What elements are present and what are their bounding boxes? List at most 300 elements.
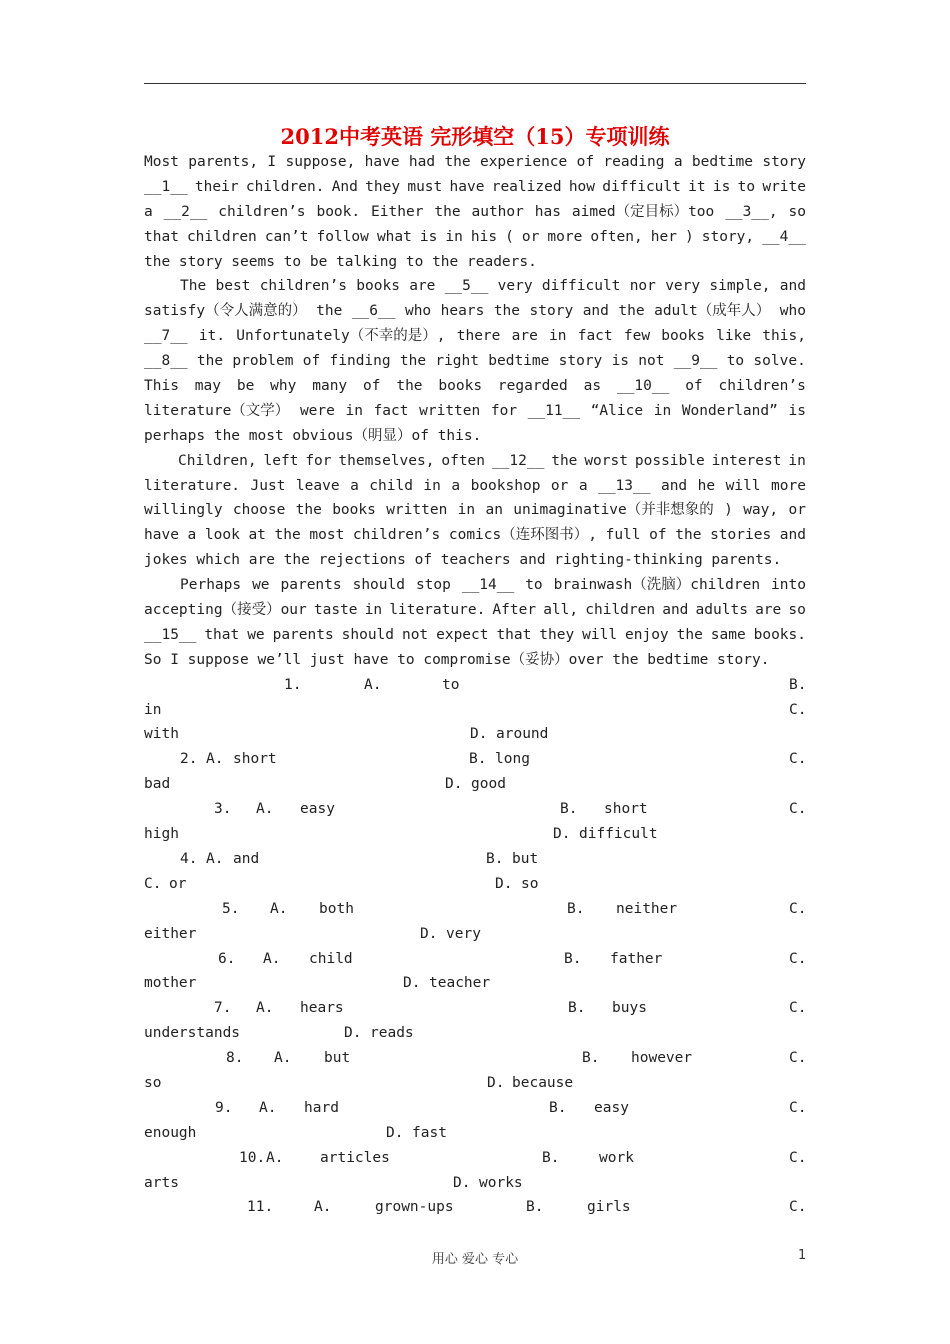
word: the	[493, 303, 521, 320]
word: and	[662, 602, 689, 619]
word: __2__	[163, 203, 208, 220]
word: who	[779, 303, 806, 320]
option-text: understands	[144, 1025, 241, 1042]
word: her	[650, 228, 677, 245]
word: comics（连环图书）,	[448, 527, 597, 544]
option-text: 3.	[214, 801, 232, 818]
word: in	[445, 228, 463, 245]
option-text: B.	[560, 801, 578, 818]
word: his	[470, 228, 498, 245]
word: experience	[479, 154, 568, 170]
word: are	[511, 328, 538, 345]
word: (	[505, 228, 514, 245]
option-text: grown-ups	[375, 1199, 454, 1216]
word: child	[369, 477, 413, 494]
word: brainwash（洗脑）children	[553, 577, 761, 594]
word: can’t	[264, 228, 309, 245]
option-text: C.	[144, 875, 162, 892]
option-text: 6.	[218, 950, 236, 967]
question-7-cont	[144, 1021, 806, 1046]
word: have	[449, 178, 485, 195]
passage-line	[144, 374, 806, 399]
word: And	[331, 178, 358, 195]
word: the	[675, 527, 702, 544]
word: themselves,	[338, 452, 435, 469]
word: )	[724, 502, 733, 519]
word: story	[762, 154, 806, 170]
word: we	[252, 577, 270, 594]
page-footer: 用心 爱心 专心	[431, 1252, 519, 1267]
word: __8__	[144, 353, 188, 370]
word: possible	[634, 452, 705, 469]
word: have	[144, 527, 179, 544]
word: story	[558, 353, 603, 370]
passage-line	[144, 623, 806, 648]
word: the	[399, 353, 427, 370]
word: choose	[232, 502, 286, 519]
option-text: A.	[364, 676, 382, 693]
word: will	[582, 626, 618, 643]
word: all,	[543, 602, 579, 619]
word: bedtime	[488, 353, 550, 370]
word: This	[144, 378, 179, 395]
word: suppose,	[285, 154, 356, 170]
word: a	[578, 477, 588, 494]
question-5	[144, 897, 806, 922]
page-number: 1	[798, 1248, 807, 1263]
word: Most	[144, 154, 179, 170]
option-text: B.	[789, 676, 807, 693]
word: taste	[313, 602, 358, 619]
word: their	[194, 178, 239, 195]
word: the	[676, 626, 703, 643]
option-text: arts	[144, 1174, 179, 1191]
option-text: in	[144, 701, 162, 718]
option-text: mother	[144, 975, 197, 992]
word: to	[525, 577, 543, 594]
word: not	[401, 626, 429, 643]
word: not	[638, 353, 665, 370]
word: write	[762, 178, 806, 195]
word: most	[309, 527, 345, 544]
word: finding	[329, 353, 391, 370]
word: often	[441, 452, 486, 469]
option-text: high	[144, 826, 179, 843]
word: __15__	[144, 626, 197, 643]
option-text: 8.	[226, 1050, 244, 1067]
passage-line	[144, 498, 806, 523]
option-text: so	[144, 1074, 162, 1091]
option-text: reads	[370, 1025, 414, 1042]
option-text: 1.	[284, 676, 302, 693]
word: expect	[436, 626, 489, 643]
word: children	[186, 228, 257, 245]
word: Wonderland”	[681, 402, 778, 419]
word: who	[404, 303, 432, 320]
word: nor	[629, 278, 656, 295]
option-text: work	[599, 1149, 634, 1166]
word: full	[605, 527, 641, 544]
option-text: B.	[542, 1149, 560, 1166]
word: solve.	[753, 353, 806, 370]
word: be	[236, 378, 255, 395]
option-text: C.	[789, 701, 807, 718]
word: the	[618, 303, 645, 320]
word: right	[435, 353, 479, 370]
option-text: B.	[549, 1099, 567, 1116]
word: a	[144, 203, 153, 220]
word: aimed（定目标）too	[571, 203, 715, 220]
option-text: D.	[403, 975, 421, 992]
word: fact	[577, 328, 613, 345]
passage-line	[144, 150, 806, 175]
word: enjoy	[625, 626, 669, 643]
word: so	[788, 602, 806, 619]
question-10	[144, 1146, 806, 1171]
word: in	[423, 477, 441, 494]
word: at	[248, 527, 266, 544]
option-text: D.	[495, 875, 513, 892]
option-text: or	[169, 875, 187, 892]
word: __14__	[461, 577, 515, 594]
word: the	[434, 203, 461, 220]
word: children’s	[259, 278, 347, 295]
word: a	[673, 154, 683, 170]
option-text: C.	[789, 1099, 807, 1116]
question-2-cont	[144, 772, 806, 797]
word: written	[419, 402, 481, 419]
word: a	[187, 527, 197, 544]
word: worst	[584, 452, 628, 469]
option-text: but	[324, 1050, 351, 1067]
word: to	[737, 178, 756, 195]
word: children’s	[352, 527, 441, 544]
word: accepting（接受）our	[144, 602, 307, 619]
word: parents,	[188, 154, 259, 170]
passage-line	[144, 225, 806, 250]
option-text: C.	[789, 1199, 807, 1216]
question-7	[144, 996, 806, 1021]
passage-line	[144, 598, 806, 623]
word: a	[350, 477, 359, 494]
word: books	[661, 328, 705, 345]
word: a	[451, 477, 461, 494]
word: same	[710, 626, 746, 643]
option-text: D.	[445, 776, 463, 793]
word: the	[444, 154, 471, 170]
word: and	[660, 477, 688, 494]
word: is	[788, 402, 806, 419]
passage-line	[144, 349, 806, 374]
word: hears	[440, 303, 485, 320]
word: leave	[295, 477, 340, 494]
option-text: to	[442, 676, 460, 693]
word: books	[356, 278, 400, 295]
question-9	[144, 1096, 806, 1121]
word: often,	[590, 228, 643, 245]
word: regarded	[497, 378, 568, 395]
word: so	[788, 203, 806, 220]
word: that	[144, 228, 179, 245]
option-text: long	[495, 751, 530, 768]
option-text: works	[479, 1174, 523, 1191]
word: literature.	[389, 602, 486, 619]
word: of	[649, 527, 667, 544]
word: )	[685, 228, 694, 245]
word: have	[364, 154, 400, 170]
question-3-cont	[144, 822, 806, 847]
option-text: A.	[270, 900, 288, 917]
word: __10__	[616, 378, 670, 395]
question-5-cont	[144, 922, 806, 947]
word: for	[305, 452, 332, 469]
word: are	[409, 278, 436, 295]
option-text: 10.	[239, 1149, 266, 1166]
word: will	[725, 477, 761, 494]
passage-line	[144, 324, 806, 349]
option-text: C.	[789, 751, 807, 768]
word: the	[316, 303, 343, 320]
option-text: easy	[594, 1099, 629, 1116]
option-text: however	[631, 1050, 693, 1067]
question-1	[144, 673, 806, 698]
word: fact	[373, 402, 409, 419]
word: more	[547, 228, 583, 245]
option-text: C.	[789, 801, 807, 818]
word: the	[196, 353, 224, 370]
word: may	[194, 378, 221, 395]
option-text: C.	[789, 1050, 807, 1067]
word: The	[180, 278, 207, 295]
option-text: A.	[266, 1149, 284, 1166]
word: has	[534, 203, 561, 220]
word: of	[302, 353, 321, 370]
option-text: C.	[789, 1149, 807, 1166]
word: stop	[415, 577, 451, 594]
option-text: hard	[304, 1099, 339, 1116]
word: books.	[753, 626, 806, 643]
option-text: B.	[469, 751, 487, 768]
word: is	[712, 178, 731, 195]
question-10-cont	[144, 1171, 806, 1196]
document-body	[144, 150, 806, 1220]
word: to	[726, 353, 745, 370]
word: of	[685, 378, 703, 395]
word: problem	[232, 353, 294, 370]
word: bedtime	[691, 154, 754, 170]
option-text: 9.	[215, 1099, 233, 1116]
option-text: C.	[789, 950, 807, 967]
option-text: A.	[206, 751, 224, 768]
word: how	[568, 178, 596, 195]
word: that	[496, 626, 532, 643]
word: we	[247, 626, 265, 643]
word: they	[365, 178, 401, 195]
option-text: short	[604, 801, 648, 818]
word: __6__	[351, 303, 396, 320]
option-text: D.	[420, 925, 438, 942]
word: in	[457, 502, 476, 519]
word: story	[529, 303, 574, 320]
word: interest	[711, 452, 782, 469]
question-9-cont	[144, 1121, 806, 1146]
word: many	[312, 378, 348, 395]
option-text: A.	[263, 950, 281, 967]
option-text: D.	[553, 826, 571, 843]
word: book.	[316, 203, 361, 220]
word: __11__	[527, 402, 581, 419]
page-title: 2012中考英语 完形填空（15）专项训练	[280, 124, 670, 149]
option-text: B.	[568, 1000, 586, 1017]
option-text: articles	[320, 1149, 390, 1166]
word: should	[352, 577, 405, 594]
option-text: girls	[587, 1199, 631, 1216]
word: had	[408, 154, 436, 170]
passage-line: perhaps the most obvious（明显）of this.	[144, 427, 482, 444]
word: written	[386, 502, 448, 519]
word: in	[364, 602, 383, 619]
word: an	[485, 502, 503, 519]
word: unimaginative（并非想象的	[513, 502, 714, 519]
option-text: 4.	[180, 850, 198, 867]
word: that	[204, 626, 240, 643]
word: left	[263, 452, 299, 469]
word: reading	[603, 154, 665, 170]
question-1-cont	[144, 698, 806, 723]
option-text: 5.	[222, 900, 240, 917]
option-text: very	[446, 925, 481, 942]
word: is	[419, 228, 438, 245]
word: it.	[198, 328, 226, 345]
option-text: father	[610, 950, 663, 967]
word: is	[611, 353, 630, 370]
word: the	[274, 527, 301, 544]
option-text: bad	[144, 776, 171, 793]
question-2	[144, 747, 806, 772]
passage-line	[144, 573, 806, 598]
option-text: either	[144, 925, 197, 942]
option-text: and	[233, 850, 260, 867]
word: why	[270, 378, 297, 395]
question-4-cont	[144, 872, 806, 897]
word: __3__,	[725, 203, 778, 220]
word: into	[771, 577, 806, 594]
passage-line	[144, 523, 806, 548]
option-text: A.	[206, 850, 224, 867]
passage-line	[144, 274, 806, 299]
word: look	[204, 527, 240, 544]
word: books	[332, 502, 376, 519]
passage-line	[144, 399, 806, 424]
option-text: fast	[412, 1124, 447, 1141]
option-text: short	[233, 751, 277, 768]
word: the	[551, 452, 578, 469]
word: follow	[316, 228, 369, 245]
passage-line	[144, 200, 806, 225]
word: the	[396, 378, 423, 395]
option-text: teacher	[429, 975, 491, 992]
question-11	[144, 1195, 806, 1220]
word: children.	[245, 178, 325, 195]
passage-line: the story seems to be talking to the readers.	[144, 253, 537, 270]
word: and	[582, 303, 609, 320]
word: are	[755, 602, 782, 619]
passage-line	[144, 474, 806, 499]
word: and	[779, 278, 806, 295]
option-text: easy	[300, 801, 335, 818]
question-1-cont	[144, 722, 806, 747]
word: story,	[701, 228, 755, 245]
word: the	[295, 502, 322, 519]
word: parents	[272, 626, 334, 643]
word: realized	[491, 178, 562, 195]
word: __13__	[598, 477, 651, 494]
word: I	[267, 154, 277, 170]
option-text: C.	[789, 900, 807, 917]
word: and	[779, 527, 806, 544]
passage-line: jokes which are the rejections of teachers and righting-thinking parents.	[144, 552, 782, 569]
word: very	[497, 278, 533, 295]
word: adult（成年人）	[654, 303, 771, 320]
word: __5__	[444, 278, 489, 295]
word: they	[539, 626, 575, 643]
word: children	[585, 602, 656, 619]
option-text: 2.	[180, 751, 198, 768]
option-text: with	[144, 726, 179, 743]
word: in	[345, 402, 363, 419]
option-text: but	[512, 850, 539, 867]
option-text: D.	[470, 726, 488, 743]
word: difficult	[602, 178, 681, 195]
word: parents	[280, 577, 342, 594]
word: stories	[710, 527, 772, 544]
word: for	[490, 402, 518, 419]
word: willingly	[144, 502, 223, 519]
word: Either	[371, 203, 424, 220]
word: __7__	[144, 328, 188, 345]
word: what	[376, 228, 412, 245]
word: this,	[762, 328, 806, 345]
word: __4__	[762, 228, 806, 245]
word: children’s	[218, 203, 306, 220]
option-text: neither	[616, 900, 678, 917]
option-text: A.	[256, 801, 274, 818]
word: Children,	[178, 452, 257, 469]
option-text: A.	[259, 1099, 277, 1116]
word: literature.	[144, 477, 241, 494]
word: adults	[695, 602, 748, 619]
word: Unfortunately（不幸的是）,	[236, 328, 446, 345]
option-text: C.	[789, 1000, 807, 1017]
word: must	[407, 178, 443, 195]
option-text: D.	[453, 1174, 471, 1191]
passage-line	[144, 175, 806, 200]
word: literature（文学）	[144, 402, 290, 419]
option-text: A.	[274, 1050, 292, 1067]
word: it	[688, 178, 706, 195]
word: satisfy（令人满意的）	[144, 303, 307, 320]
option-text: buys	[612, 1000, 647, 1017]
option-text: 11.	[247, 1199, 274, 1216]
word: in	[549, 328, 567, 345]
word: like	[716, 328, 752, 345]
question-8-cont	[144, 1071, 806, 1096]
option-text: B.	[486, 850, 504, 867]
word: of	[576, 154, 595, 170]
option-text: difficult	[579, 826, 658, 843]
word: Just	[250, 477, 286, 494]
word: simple,	[709, 278, 771, 295]
